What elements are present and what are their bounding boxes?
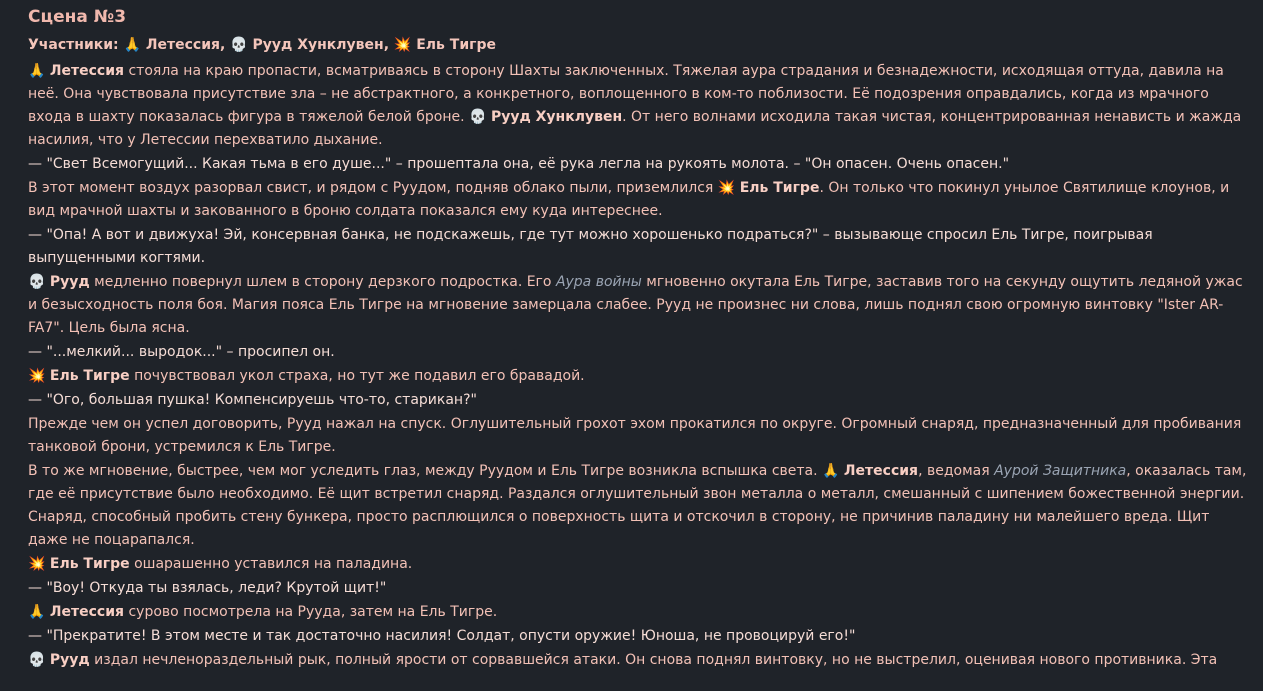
character-name: Рууд [49, 652, 90, 668]
character-name: Летессия [49, 604, 125, 620]
participant-letessia: 🙏 Летессия, [123, 37, 226, 53]
praying-hands-icon: 🙏 [822, 463, 840, 479]
praying-hands-icon: 🙏 [28, 604, 46, 620]
paragraph-13: 🙏 Летессия сурово посмотрела на Рууда, затем на Ель Тигре. [28, 604, 498, 620]
character-name: Рууд [49, 274, 90, 290]
collision-icon: 💥 [28, 556, 46, 572]
skull-icon: 💀 [230, 37, 248, 53]
paragraph-1: 🙏 Летессия стояла на краю пропасти, всматриваясь в сторону Шахты заключенных. Тяжелая аура страдания и безнадежности, исходящая оттуда, давила на неё. Она чувствовала присутствие зла – не абстрактного, а конкретного, воплощенного в ком-то поблизости. Её подозрения оправдались, когда из мрачного входа в шахту показалась фигура в тяжелой белой броне. 💀 Рууд Хунклувен. От него волнами исходила такая чистая, концентрированная ненависть и жажда насилия, что у Летессии перехватило дыхание. [28, 63, 1242, 148]
dialogue-5: — "Воу! Откуда ты взялась, леди? Крутой щит!" [28, 580, 387, 596]
skull-icon: 💀 [469, 109, 487, 125]
participant-ruud: 💀 Рууд Хунклувен, [230, 37, 390, 53]
dialogue-4: — "Ого, большая пушка! Компенсируешь что-то, старикан?" [28, 392, 477, 408]
character-name: Ель Тигре [739, 180, 820, 196]
document [28, 0, 1250, 673]
dialogue-6: — "Прекратите! В этом месте и так достаточно насилия! Солдат, опусти оружие! Юноша, не провоцируй его!" [28, 628, 856, 644]
praying-hands-icon: 🙏 [123, 37, 141, 53]
paragraph-11: 💥 Ель Тигре ошарашенно уставился на паладина. [28, 556, 413, 572]
character-name: Летессия [49, 63, 125, 79]
paragraph-5: 💀 Рууд медленно повернул шлем в сторону дерзкого подростка. Его Аура войны мгновенно окутала Ель Тигре, заставив того на секунду ощутить ледяной ужас и безысходность поля боя. Магия пояса Ель Тигре на мгновение замерцала слабее. Рууд не произнес ни слова, лишь поднял свою огромную винтовку "Ister AR-FA7". Цель была ясна. [28, 274, 1243, 336]
scene-title: Сцена №3 [28, 7, 127, 27]
skull-icon: 💀 [28, 274, 46, 290]
paragraph-10: В то же мгновение, быстрее, чем мог уследить глаз, между Руудом и Ель Тигре возникла вспышка света. 🙏 Летессия, ведомая Аурой Защитника, оказалась там, где её присутствие было необходимо. Её щит встретил снаряд. Раздался оглушительный звон металла о металл, смешанный с шипением божественной энергии. Снаряд, способный пробить стену бункера, просто расплющился о поверхность щита и отскочил в сторону, не причинив паладину ни малейшего вреда. Щит даже не поцарапался. [28, 463, 1247, 548]
paragraph-3: В этот момент воздух разорвал свист, и рядом с Руудом, подняв облако пыли, приземлился 💥 Ель Тигре. Он только что покинул унылое Святилище клоунов, и вид мрачной шахты и закованного в броню солдата показался ему куда интереснее. [28, 180, 1230, 219]
collision-icon: 💥 [28, 368, 46, 384]
paragraph-7: 💥 Ель Тигре почувствовал укол страха, но тут же подавил его бравадой. [28, 368, 585, 384]
dialogue-2: — "Опа! А вот и движуха! Эй, консервная банка, не подскажешь, где тут можно хорошенько подраться?" – вызывающе спросил Ель Тигре, поигрывая выпущенными когтями. [28, 227, 1153, 266]
paragraph-9: Прежде чем он успел договорить, Рууд нажал на спуск. Оглушительный грохот эхом прокатился по округе. Огромный снаряд, предназначенный для пробивания танковой брони, устремился к Ель Тигре. [28, 416, 1242, 455]
dialogue-1: — "Свет Всемогущий... Какая тьма в его душе..." – прошептала она, её рука легла на рукоять молота. – "Он опасен. Очень опасен." [28, 156, 1010, 172]
skull-icon: 💀 [28, 652, 46, 668]
dialogue-3: — "...мелкий... выродок..." – просипел он. [28, 344, 335, 360]
character-name: Летессия [843, 463, 919, 479]
collision-icon: 💥 [717, 180, 736, 196]
character-name: Рууд Хунклувен [490, 109, 623, 125]
ability-name: Аурой Защитника [994, 463, 1127, 479]
participants-line [28, 34, 1250, 60]
ability-name: Аура войны [555, 274, 642, 290]
paragraph-15: 💀 Рууд издал нечленораздельный рык, полный ярости от сорвавшейся атаки. Он снова поднял винтовку, но не выстрелил, оценивая нового противника. Эта [28, 652, 1218, 668]
collision-icon: 💥 [393, 37, 412, 53]
praying-hands-icon: 🙏 [28, 63, 46, 79]
character-name: Ель Тигре [49, 556, 130, 572]
participants-label: Участники: [28, 37, 119, 53]
participant-el-tigre: 💥 Ель Тигре [393, 37, 496, 53]
character-name: Ель Тигре [49, 368, 130, 384]
